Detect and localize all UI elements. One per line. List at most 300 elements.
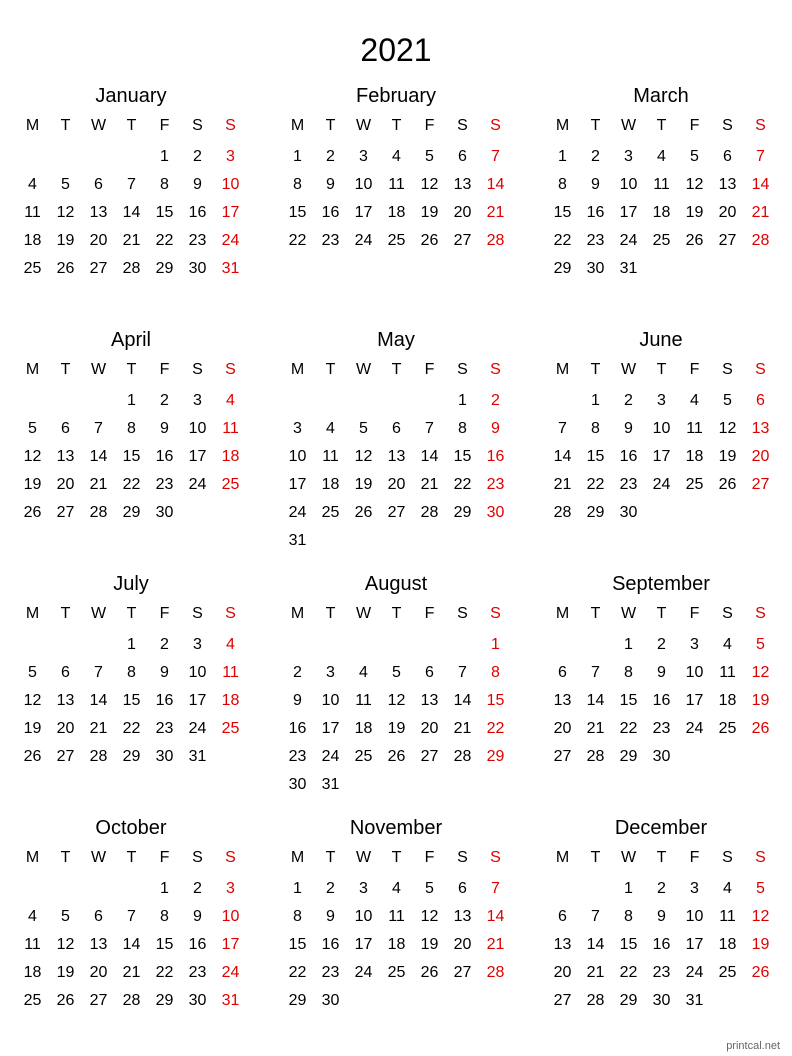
day-cell: 29 [155,992,174,1009]
weekday-header: T [656,605,667,622]
day-cell: 23 [619,476,638,493]
weekday-header: S [755,361,766,378]
day-cell: 6 [61,664,70,681]
day-cell: 8 [160,176,169,193]
day-cell: 14 [122,204,141,221]
day-cell: 25 [652,232,671,249]
day-cell: 9 [491,420,500,437]
day-cell: 19 [420,204,439,221]
day-cell: 3 [226,148,235,165]
day-cell: 16 [155,692,174,709]
day-cell: 1 [558,148,567,165]
day-cell: 14 [122,936,141,953]
weekday-header: F [159,117,170,134]
day-cell: 28 [453,748,472,765]
day-cell: 30 [155,748,174,765]
day-cell: 18 [221,448,240,465]
weekday-header: F [159,361,170,378]
day-cell: 11 [222,420,239,437]
weekday-header: S [192,117,203,134]
day-cell: 30 [288,776,307,793]
day-cell: 22 [288,964,307,981]
weekday-header: S [722,605,733,622]
weekday-header: S [192,605,203,622]
month-day-grid [281,845,511,1015]
day-cell: 16 [652,936,671,953]
day-cell: 18 [23,964,42,981]
day-cell: 18 [387,204,406,221]
weekday-header: M [555,117,570,134]
day-cell: 27 [553,992,572,1009]
day-cell: 25 [23,992,42,1009]
day-cell: 6 [558,908,567,925]
day-cell: 2 [591,148,600,165]
day-cell: 18 [718,692,737,709]
day-cell: 24 [221,964,240,981]
day-cell: 31 [221,260,240,277]
day-cell: 15 [586,448,605,465]
day-cell: 2 [326,880,335,897]
day-cell: 31 [188,748,207,765]
day-cell: 11 [24,936,41,953]
day-cell: 23 [188,232,207,249]
weekday-header: T [656,117,667,134]
day-cell: 25 [387,964,406,981]
day-cell: 1 [491,636,500,653]
day-cell: 17 [354,204,373,221]
day-cell: 20 [387,476,406,493]
day-cell: 24 [321,748,340,765]
day-cell: 26 [56,992,75,1009]
day-cell: 12 [751,908,770,925]
weekday-header: M [25,117,40,134]
day-cell: 7 [591,664,600,681]
empty-day-cell [314,631,347,659]
day-cell: 13 [387,448,406,465]
weekday-header: M [290,849,305,866]
day-cell: 18 [221,692,240,709]
day-cell: 3 [690,880,699,897]
weekday-header: M [290,361,305,378]
day-cell: 29 [288,992,307,1009]
day-cell: 28 [420,504,439,521]
day-cell: 4 [226,392,235,409]
day-cell: 10 [652,420,671,437]
weekday-header: F [424,117,435,134]
empty-day-cell [82,875,115,903]
day-cell: 21 [122,964,141,981]
month-name: February [355,85,437,107]
day-cell: 31 [619,260,638,277]
day-cell: 7 [425,420,434,437]
weekday-header: T [391,117,402,134]
day-cell: 17 [321,720,340,737]
day-cell: 28 [486,964,505,981]
day-cell: 17 [288,476,307,493]
day-cell: 14 [89,448,108,465]
day-cell: 7 [491,148,500,165]
day-cell: 28 [586,748,605,765]
day-cell: 26 [387,748,406,765]
day-cell: 6 [458,880,467,897]
empty-day-cell [16,631,49,659]
day-cell: 25 [321,504,340,521]
month-name: November [349,817,443,839]
day-cell: 24 [354,964,373,981]
empty-day-cell [446,631,479,659]
day-cell: 21 [122,232,141,249]
day-cell: 3 [293,420,302,437]
day-cell: 24 [685,720,704,737]
month-day-grid [281,357,511,555]
weekday-header: F [689,361,700,378]
day-cell: 3 [359,148,368,165]
day-cell: 22 [486,720,505,737]
weekday-header: T [325,849,336,866]
day-cell: 6 [392,420,401,437]
day-cell: 19 [751,692,770,709]
day-cell: 16 [188,204,207,221]
day-cell: 25 [23,260,42,277]
calendar-year-title: 2021 [360,32,432,68]
day-cell: 7 [756,148,765,165]
empty-day-cell [546,631,579,659]
day-cell: 23 [155,476,174,493]
day-cell: 3 [226,880,235,897]
month-day-grid [16,113,246,283]
day-cell: 4 [392,148,401,165]
day-cell: 13 [420,692,439,709]
day-cell: 27 [89,260,108,277]
day-cell: 3 [690,636,699,653]
day-cell: 31 [221,992,240,1009]
day-cell: 5 [61,908,70,925]
day-cell: 20 [89,964,108,981]
day-cell: 8 [127,420,136,437]
empty-day-cell [16,143,49,171]
month-may [281,328,511,555]
day-cell: 21 [751,204,770,221]
weekday-header: T [325,605,336,622]
day-cell: 4 [723,880,732,897]
day-cell: 5 [425,880,434,897]
weekday-header: M [555,361,570,378]
day-cell: 19 [751,936,770,953]
empty-day-cell [380,631,413,659]
empty-day-cell [347,631,380,659]
month-august [281,572,511,799]
day-cell: 25 [718,964,737,981]
day-cell: 26 [751,964,770,981]
weekday-header: T [656,361,667,378]
day-cell: 5 [690,148,699,165]
day-cell: 2 [657,880,666,897]
day-cell: 25 [685,476,704,493]
weekday-header: F [159,849,170,866]
day-cell: 15 [453,448,472,465]
day-cell: 2 [160,392,169,409]
month-name: January [95,85,167,107]
day-cell: 9 [193,176,202,193]
day-cell: 11 [388,176,405,193]
day-cell: 21 [553,476,572,493]
day-cell: 1 [160,880,169,897]
empty-day-cell [380,387,413,415]
day-cell: 28 [122,260,141,277]
day-cell: 27 [56,748,75,765]
weekday-header: T [590,605,601,622]
day-cell: 12 [685,176,704,193]
day-cell: 23 [188,964,207,981]
month-name: August [364,573,428,595]
day-cell: 19 [56,964,75,981]
day-cell: 6 [425,664,434,681]
day-cell: 27 [553,748,572,765]
month-day-grid [281,113,511,255]
day-cell: 29 [453,504,472,521]
weekday-header: S [722,117,733,134]
day-cell: 21 [486,936,505,953]
day-cell: 12 [751,664,770,681]
day-cell: 28 [586,992,605,1009]
weekday-header: S [192,361,203,378]
day-cell: 10 [619,176,638,193]
month-december [546,816,776,1015]
weekday-header: T [590,117,601,134]
month-november [281,816,511,1015]
day-cell: 24 [354,232,373,249]
day-cell: 23 [652,720,671,737]
day-cell: 22 [553,232,572,249]
day-cell: 5 [723,392,732,409]
day-cell: 7 [491,880,500,897]
day-cell: 18 [321,476,340,493]
day-cell: 27 [718,232,737,249]
day-cell: 12 [420,176,439,193]
day-cell: 24 [619,232,638,249]
day-cell: 1 [160,148,169,165]
month-day-grid [16,601,246,771]
day-cell: 20 [56,720,75,737]
day-cell: 7 [94,420,103,437]
day-cell: 14 [486,908,505,925]
day-cell: 15 [155,204,174,221]
day-cell: 22 [122,720,141,737]
day-cell: 14 [89,692,108,709]
day-cell: 5 [756,636,765,653]
weekday-header: S [755,605,766,622]
day-cell: 27 [387,504,406,521]
day-cell: 6 [723,148,732,165]
day-cell: 31 [288,532,307,549]
weekday-header: F [689,849,700,866]
day-cell: 8 [160,908,169,925]
day-cell: 11 [24,204,41,221]
day-cell: 16 [652,692,671,709]
day-cell: 27 [89,992,108,1009]
day-cell: 9 [160,420,169,437]
day-cell: 9 [326,908,335,925]
month-october [16,816,246,1015]
day-cell: 6 [94,176,103,193]
day-cell: 7 [591,908,600,925]
day-cell: 13 [453,176,472,193]
day-cell: 10 [354,176,373,193]
day-cell: 23 [486,476,505,493]
month-name: May [377,329,415,351]
month-name: December [614,817,708,839]
day-cell: 30 [619,504,638,521]
day-cell: 28 [89,748,108,765]
day-cell: 17 [221,204,240,221]
day-cell: 8 [591,420,600,437]
empty-day-cell [16,875,49,903]
day-cell: 12 [56,204,75,221]
day-cell: 31 [321,776,340,793]
day-cell: 10 [685,908,704,925]
weekday-header: W [90,361,107,378]
weekday-header: S [225,605,236,622]
day-cell: 8 [127,664,136,681]
day-cell: 3 [193,392,202,409]
day-cell: 24 [188,476,207,493]
day-cell: 4 [657,148,666,165]
day-cell: 19 [420,936,439,953]
day-cell: 19 [718,448,737,465]
day-cell: 13 [718,176,737,193]
weekday-header: S [490,849,501,866]
day-cell: 12 [718,420,737,437]
day-cell: 26 [56,260,75,277]
empty-day-cell [546,875,579,903]
weekday-header: W [620,361,637,378]
day-cell: 18 [354,720,373,737]
day-cell: 29 [122,504,141,521]
day-cell: 30 [586,260,605,277]
month-name: July [113,573,149,595]
day-cell: 11 [222,664,239,681]
day-cell: 30 [188,260,207,277]
day-cell: 18 [387,936,406,953]
day-cell: 31 [685,992,704,1009]
day-cell: 7 [94,664,103,681]
weekday-header: T [126,117,137,134]
day-cell: 2 [491,392,500,409]
month-april [16,328,246,527]
day-cell: 19 [354,476,373,493]
day-cell: 23 [586,232,605,249]
weekday-header: S [722,849,733,866]
day-cell: 15 [122,692,141,709]
empty-day-cell [115,875,148,903]
day-cell: 13 [56,692,75,709]
day-cell: 13 [553,692,572,709]
month-name: October [95,817,167,839]
weekday-header: M [290,605,305,622]
weekday-header: T [590,849,601,866]
day-cell: 3 [657,392,666,409]
weekday-header: T [60,849,71,866]
day-cell: 16 [188,936,207,953]
day-cell: 21 [89,720,108,737]
day-cell: 9 [326,176,335,193]
day-cell: 4 [392,880,401,897]
day-cell: 5 [359,420,368,437]
weekday-header: T [590,361,601,378]
weekday-header: S [490,605,501,622]
day-cell: 8 [491,664,500,681]
empty-day-cell [115,143,148,171]
empty-day-cell [314,387,347,415]
day-cell: 10 [221,908,240,925]
day-cell: 4 [326,420,335,437]
day-cell: 23 [321,232,340,249]
day-cell: 16 [321,936,340,953]
day-cell: 24 [652,476,671,493]
day-cell: 8 [624,908,633,925]
day-cell: 7 [127,176,136,193]
weekday-header: W [355,849,372,866]
day-cell: 2 [193,880,202,897]
day-cell: 9 [624,420,633,437]
day-cell: 22 [155,232,174,249]
month-day-grid [546,113,776,283]
weekday-header: F [689,117,700,134]
empty-day-cell [579,875,612,903]
empty-day-cell [49,387,82,415]
weekday-header: T [391,361,402,378]
day-cell: 9 [193,908,202,925]
day-cell: 25 [718,720,737,737]
day-cell: 16 [321,204,340,221]
day-cell: 9 [591,176,600,193]
day-cell: 17 [685,936,704,953]
day-cell: 6 [756,392,765,409]
empty-day-cell [82,143,115,171]
day-cell: 29 [155,260,174,277]
weekday-header: S [457,117,468,134]
month-march [546,84,776,283]
day-cell: 22 [619,720,638,737]
day-cell: 30 [155,504,174,521]
empty-day-cell [413,387,446,415]
empty-day-cell [49,143,82,171]
month-day-grid [546,357,776,527]
day-cell: 21 [420,476,439,493]
day-cell: 3 [193,636,202,653]
day-cell: 21 [89,476,108,493]
day-cell: 10 [354,908,373,925]
day-cell: 5 [28,664,37,681]
day-cell: 10 [685,664,704,681]
day-cell: 12 [420,908,439,925]
empty-day-cell [579,631,612,659]
day-cell: 19 [56,232,75,249]
weekday-header: S [490,117,501,134]
day-cell: 19 [387,720,406,737]
weekday-header: W [620,117,637,134]
day-cell: 27 [453,232,472,249]
day-cell: 15 [288,204,307,221]
day-cell: 3 [624,148,633,165]
empty-day-cell [49,875,82,903]
day-cell: 26 [23,748,42,765]
month-june [546,328,776,527]
day-cell: 14 [751,176,770,193]
day-cell: 21 [586,720,605,737]
day-cell: 10 [288,448,307,465]
day-cell: 18 [652,204,671,221]
